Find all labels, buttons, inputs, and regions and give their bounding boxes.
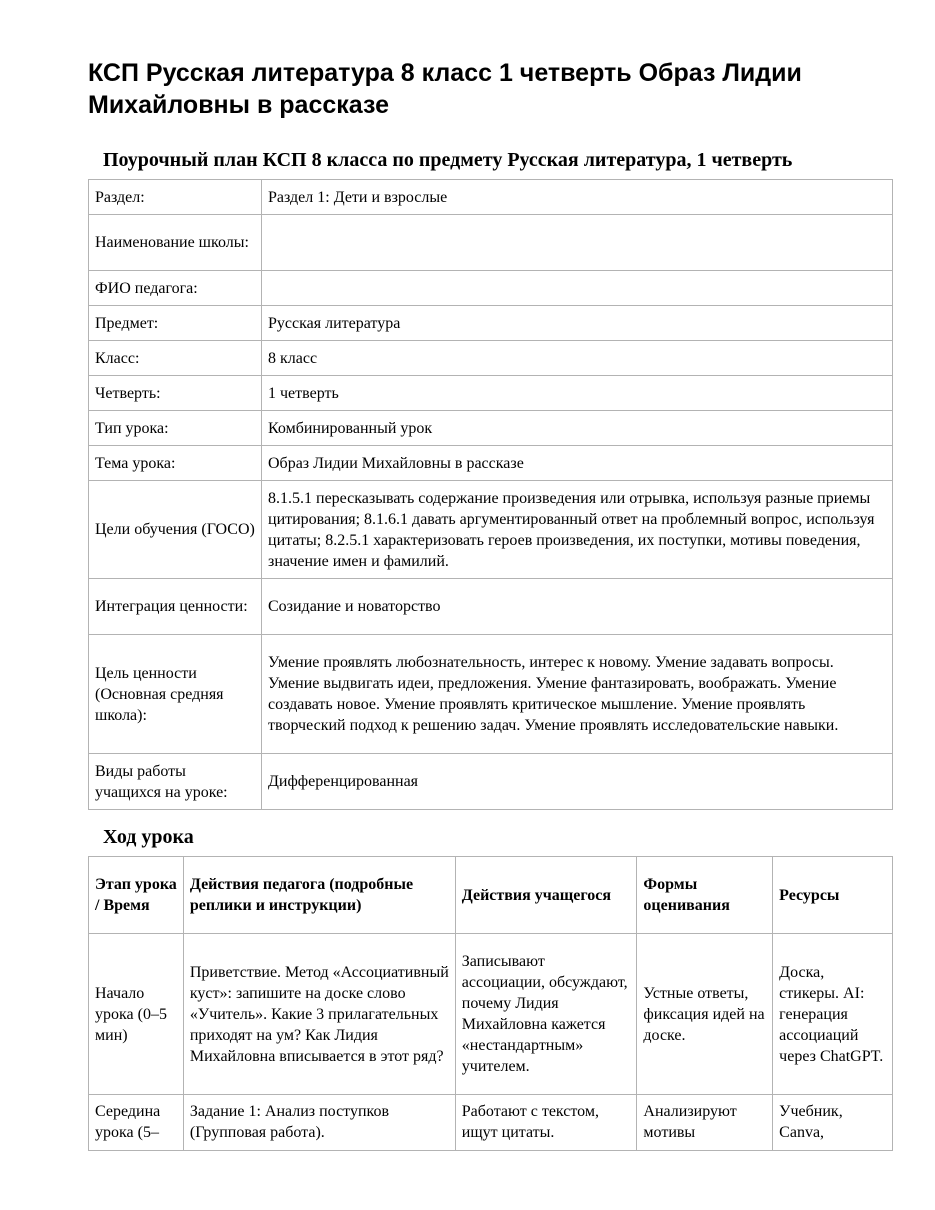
info-row bbox=[89, 446, 893, 481]
info-label: Цель ценности (Основная средняя школа): bbox=[89, 635, 262, 754]
stage-cell: Середина урока (5– bbox=[89, 1095, 184, 1151]
info-row bbox=[89, 481, 893, 579]
resources-cell: Учебник, Canva, bbox=[773, 1095, 893, 1151]
lesson-course-table bbox=[88, 856, 893, 1151]
info-value: Умение проявлять любознательность, интерес к новому. Умение задавать вопросы. Умение выдвигать идеи, предложения. Умение фантазировать, воображать. Умение создавать новое. Умение проявлять критическое мышление. Умение проявлять творческий подход к решению задач. Умение проявлять исследовательские навыки. bbox=[262, 635, 893, 754]
info-value: Комбинированный урок bbox=[262, 411, 893, 446]
info-row bbox=[89, 306, 893, 341]
info-row bbox=[89, 271, 893, 306]
info-row bbox=[89, 754, 893, 810]
info-row bbox=[89, 341, 893, 376]
info-row bbox=[89, 215, 893, 271]
plan-heading: Поурочный план КСП 8 класса по предмету Русская литература, 1 четверть bbox=[103, 149, 793, 171]
info-value: Раздел 1: Дети и взрослые bbox=[262, 180, 893, 215]
info-label: Раздел: bbox=[89, 180, 262, 215]
info-label: Тема урока: bbox=[89, 446, 262, 481]
teacher-actions-cell: Задание 1: Анализ поступков (Групповая работа). bbox=[183, 1095, 455, 1151]
column-header-stage: Этап урока / Время bbox=[89, 857, 184, 934]
info-value: Дифференцированная bbox=[262, 754, 893, 810]
student-actions-cell: Записывают ассоциации, обсуждают, почему Лидия Михайловна кажется «нестандартным» учителем. bbox=[455, 934, 637, 1095]
assessment-cell: Анализируют мотивы bbox=[637, 1095, 773, 1151]
info-row bbox=[89, 180, 893, 215]
stage-cell: Начало урока (0–5 мин) bbox=[89, 934, 184, 1095]
info-value: 1 четверть bbox=[262, 376, 893, 411]
assessment-cell: Устные ответы, фиксация идей на доске. bbox=[637, 934, 773, 1095]
table-header-row bbox=[89, 857, 893, 934]
info-row bbox=[89, 376, 893, 411]
column-header-resources: Ресурсы bbox=[773, 857, 893, 934]
info-label: Цели обучения (ГОСО) bbox=[89, 481, 262, 579]
info-value: Созидание и новаторство bbox=[262, 579, 893, 635]
info-value bbox=[262, 215, 893, 271]
info-label: Интеграция ценности: bbox=[89, 579, 262, 635]
info-value: Образ Лидии Михайловны в рассказе bbox=[262, 446, 893, 481]
info-value: Русская литература bbox=[262, 306, 893, 341]
column-header-assessment: Формы оценивания bbox=[637, 857, 773, 934]
info-row bbox=[89, 411, 893, 446]
info-label: Класс: bbox=[89, 341, 262, 376]
column-header-teacher: Действия педагога (подробные реплики и инструкции) bbox=[183, 857, 455, 934]
info-label: ФИО педагога: bbox=[89, 271, 262, 306]
lesson-course-heading: Ход урока bbox=[103, 826, 194, 848]
resources-cell: Доска, стикеры. AI: генерация ассоциаций через ChatGPT. bbox=[773, 934, 893, 1095]
student-actions-cell: Работают с текстом, ищут цитаты. bbox=[455, 1095, 637, 1151]
lesson-info-table bbox=[88, 179, 893, 810]
info-label: Предмет: bbox=[89, 306, 262, 341]
table-row bbox=[89, 1095, 893, 1151]
info-value: 8.1.5.1 пересказывать содержание произведения или отрывка, используя разные приемы цитирования; 8.1.6.1 давать аргументированный ответ на проблемный вопрос, используя цитаты; 8.2.5.1 характеризовать героев произведения, их поступки, мотивы поведения, значение имен и фамилий. bbox=[262, 481, 893, 579]
info-row bbox=[89, 579, 893, 635]
info-value bbox=[262, 271, 893, 306]
table-row bbox=[89, 934, 893, 1095]
column-header-student: Действия учащегося bbox=[455, 857, 637, 934]
teacher-actions-cell: Приветствие. Метод «Ассоциативный куст»: запишите на доске слово «Учитель». Какие 3 прилагательных приходят на ум? Как Лидия Михайловна вписывается в этот ряд? bbox=[183, 934, 455, 1095]
info-row bbox=[89, 635, 893, 754]
info-label: Четверть: bbox=[89, 376, 262, 411]
info-label: Тип урока: bbox=[89, 411, 262, 446]
info-label: Виды работы учащихся на уроке: bbox=[89, 754, 262, 810]
document-title: КСП Русская литература 8 класс 1 четверть Образ Лидии Михайловны в рассказе bbox=[88, 59, 802, 119]
info-label: Наименование школы: bbox=[89, 215, 262, 271]
info-value: 8 класс bbox=[262, 341, 893, 376]
